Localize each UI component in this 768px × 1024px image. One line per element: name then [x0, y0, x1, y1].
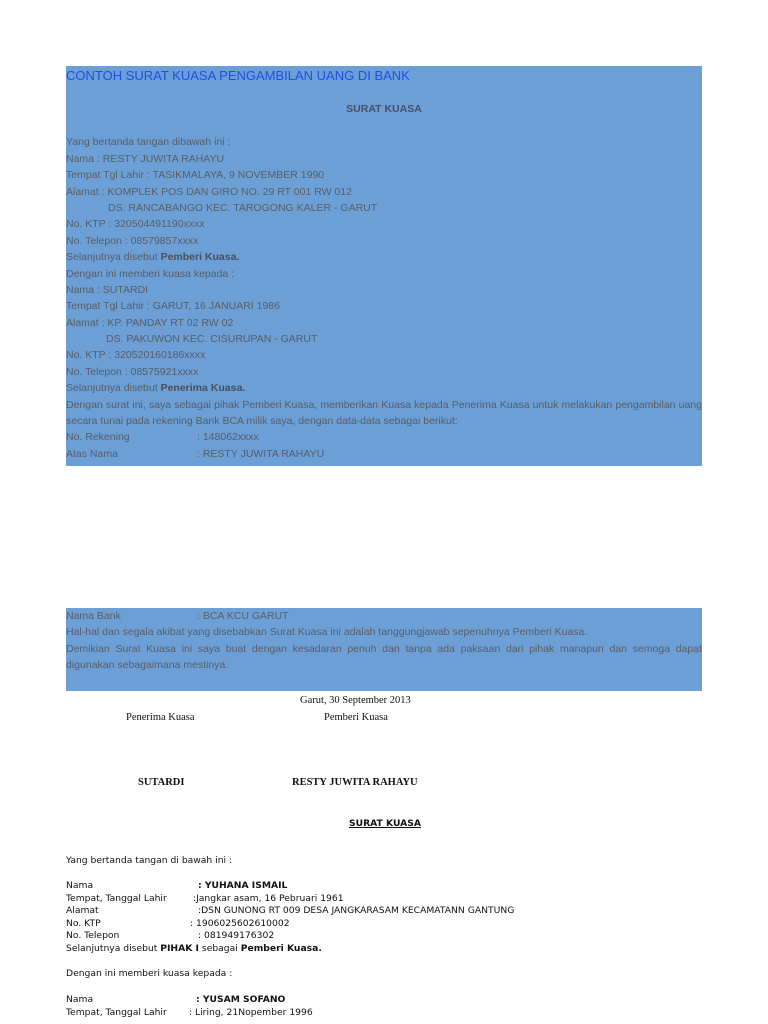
second-name-label: Nama: [66, 880, 94, 891]
bank-name-label: Nama Bank: [66, 610, 121, 622]
intro-text: Yang bertanda tangan dibawah ini :: [66, 136, 231, 149]
letter-example-block: [66, 66, 702, 466]
receiver-name: Nama : SUTARDI: [66, 283, 149, 296]
account-number-row: [66, 429, 702, 445]
second-name-value: : YUHANA ISMAIL: [198, 880, 288, 891]
letter-example-block-continued: [66, 608, 702, 691]
example-heading: CONTOH SURAT KUASA PENGAMBILAN UANG DI BANK: [66, 68, 410, 83]
bank-name-value: : BCA KCU GARUT: [197, 610, 289, 622]
giver-signature-name: RESTY JUWITA RAHAYU: [292, 777, 418, 788]
second-receiver-birth-label: Tempat, Tanggal Lahir: [66, 1007, 167, 1018]
second-receiver-name-value: : YUSAM SOFANO: [196, 994, 286, 1005]
giver-birth: Tempat Tgl Lahir : TASIKMALAYA, 9 NOVEMBER 1990: [66, 169, 325, 182]
intro2-text: Dengan ini memberi kuasa kepada :: [66, 267, 235, 280]
called-mid: sebagai: [198, 943, 241, 954]
second-birth-label: Tempat, Tanggal Lahir: [66, 893, 167, 904]
second-receiver-name-label: Nama: [66, 994, 94, 1005]
second-phone-label: No. Telepon: [66, 930, 120, 941]
second-address-label: Alamat: [66, 905, 99, 916]
receiver-birth: Tempat Tgl Lahir : GARUT, 16 JANUARI 1986: [66, 300, 280, 313]
second-ktp-value: : 1906025602610002: [190, 918, 290, 929]
bank-name-row: [66, 608, 702, 624]
account-name-row: [66, 446, 702, 462]
account-name-value: : RESTY JUWITA RAHAYU: [197, 447, 325, 460]
giver-role: Pemberi Kuasa: [324, 712, 388, 723]
second-address-value: :DSN GUNONG RT 009 DESA JANGKARASAM KECAMATANN GANTUNG: [198, 905, 515, 916]
place-date: Garut, 30 September 2013: [300, 695, 411, 706]
authorization-paragraph: Dengan surat ini, saya sebagai pihak Pemberi Kuasa, memberikan Kuasa kepada Penerima Kuasa untuk melakukan pengambilan uang secara tunai pada rekening Bank BCA milik saya, dengan data-data sebagai berikut:: [66, 398, 702, 428]
party-one-label: PIHAK I: [160, 943, 199, 954]
receiver-phone: No. Telepon : 08575921xxxx: [66, 365, 199, 378]
called-bold: Pemberi Kuasa.: [240, 943, 322, 954]
giver-ktp: No. KTP : 320504491190xxxx: [66, 218, 205, 231]
called-bold: Pemberi Kuasa.: [160, 251, 240, 264]
second-phone-value: : 081949176302: [198, 930, 275, 941]
called-prefix: Selanjutnya disebut: [66, 251, 161, 264]
second-intro: Yang bertanda tangan di bawah ini :: [66, 855, 233, 866]
account-number-value: : 148062xxxx: [197, 431, 259, 444]
second-called-row: [66, 943, 322, 954]
second-letter-title: SURAT KUASA: [349, 818, 421, 829]
called-bold: Penerima Kuasa.: [160, 382, 246, 395]
receiver-signature-name: SUTARDI: [138, 777, 185, 788]
giver-address-line2: DS. RANCABANGO KEC. TAROGONG KALER - GARUT: [108, 201, 378, 214]
second-receiver-name-row: [66, 994, 285, 1005]
second-address-row: [66, 905, 514, 916]
receiver-address: Alamat : KP. PANDAY RT 02 RW 02: [66, 316, 234, 329]
account-number-label: No. Rekening: [66, 431, 130, 444]
giver-name: Nama : RESTY JUWITA RAHAYU: [66, 152, 225, 165]
giver-called: [66, 249, 702, 265]
called-prefix: Selanjutnya disebut: [66, 382, 161, 395]
second-ktp-label: No. KTP: [66, 918, 101, 929]
called-prefix: Selanjutnya disebut: [66, 943, 161, 954]
second-receiver-birth-row: [66, 1007, 313, 1018]
receiver-ktp: No. KTP : 320520160186xxxx: [66, 349, 206, 362]
second-ktp-row: [66, 918, 290, 929]
responsibility-paragraph: Hal-hal dan segala akibat yang disebabkan Surat Kuasa ini adalah tanggungjawab sepenuhnya Pemberi Kuasa.: [66, 626, 588, 639]
giver-phone: No. Telepon : 08579857xxxx: [66, 234, 199, 247]
account-name-label: Atas Nama: [66, 447, 118, 460]
receiver-address-line2: DS. PAKUWON KEC. CISURUPAN - GARUT: [106, 333, 318, 346]
second-intro2: Dengan ini memberi kuasa kepada :: [66, 968, 233, 979]
receiver-role: Penerima Kuasa: [126, 712, 195, 723]
receiver-called: [66, 380, 702, 396]
second-phone-row: [66, 930, 274, 941]
second-birth-row: [66, 893, 344, 904]
closing-paragraph: Demikian Surat Kuasa ini saya buat dengan kesadaran penuh dan tanpa ada paksaan dari pihak manapun dan semoga dapat digunakan sebagaimana mestinya.: [66, 642, 702, 672]
letter-title: SURAT KUASA: [346, 103, 422, 115]
giver-address: Alamat : KOMPLEK POS DAN GIRO NO. 29 RT 001 RW 012: [66, 185, 352, 198]
second-birth-value: :Jangkar asam, 16 Pebruari 1961: [193, 893, 344, 904]
second-name-row: [66, 880, 287, 891]
second-receiver-birth-value: : Liring, 21Nopember 1996: [189, 1007, 313, 1018]
